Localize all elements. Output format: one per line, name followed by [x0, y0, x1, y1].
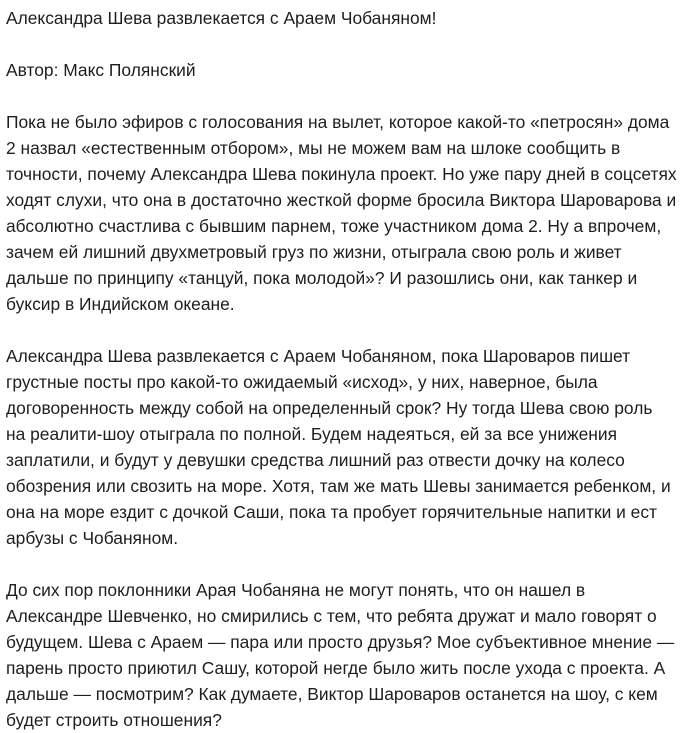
paragraph-line: парень просто приютил Сашу, которой негде было жить после ухода с проекта. А: [6, 658, 666, 678]
article-author: Автор: Макс Полянский: [6, 60, 196, 80]
paragraph-line: обозрения или свозить на море. Хотя, там же мать Шевы занимается ребенком, и: [6, 476, 671, 496]
paragraph-1: [6, 109, 691, 317]
paragraph-line: дальше — посмотрим? Как думаете, Виктор Шароваров останется на шоу, с кем: [6, 684, 658, 704]
paragraph-line: ходят слухи, что она в достаточно жесткой форме бросила Виктора Шароварова и: [6, 190, 677, 210]
paragraph-line: буксир в Индийском океане.: [6, 294, 235, 314]
paragraph-line: Александра Шева развлекается с Араем Чобаняном, пока Шароваров пишет: [6, 346, 631, 366]
paragraph-line: грустные посты про какой-то ожидаемый «исход», у них, наверное, была: [6, 372, 598, 392]
paragraph-line: будущем. Шева с Араем — пара или просто друзья? Мое субъективное мнение —: [6, 632, 675, 652]
paragraph-line: договоренность между собой на определенный срок? Ну тогда Шева свою роль: [6, 398, 653, 418]
paragraph-line: Пока не было эфиров с голосования на вылет, которое какой-то «петросян» дома: [6, 112, 670, 132]
paragraph-line: Александре Шевченко, но смирились с тем, что ребята дружат и мало говорят о: [6, 606, 657, 626]
paragraph-line: 2 назвал «естественным отбором», мы не можем вам на шлоке сообщить в: [6, 138, 621, 158]
paragraph-2: [6, 343, 691, 551]
paragraph-line: заплатили, и будут у девушки средства лишний раз отвести дочку на колесо: [6, 450, 625, 470]
paragraph-line: До сих пор поклонники Арая Чобаняна не могут понять, что он нашел в: [6, 580, 586, 600]
paragraph-3: [6, 577, 691, 733]
paragraph-line: будет строить отношения?: [6, 710, 222, 730]
paragraph-line: абсолютно счастлива с бывшим парнем, тоже участником дома 2. Ну а впрочем,: [6, 216, 662, 236]
article-title: Александра Шева развлекается с Араем Чобаняном!: [6, 8, 437, 28]
paragraph-line: арбузы с Чобаняном.: [6, 528, 179, 548]
paragraph-line: дальше по принципу «танцуй, пока молодой»? И разошлись они, как танкер и: [6, 268, 638, 288]
paragraph-line: на реалити-шоу отыграла по полной. Будем надеяться, ей за все унижения: [6, 424, 617, 444]
paragraph-line: зачем ей лишний двухметровый груз по жизни, отыграла свою роль и живет: [6, 242, 622, 262]
paragraph-line: точности, почему Александра Шева покинула проект. Но уже пару дней в соцсетях: [6, 164, 677, 184]
paragraph-line: она на море ездит с дочкой Саши, пока та пробует горячительные напитки и ест: [6, 502, 658, 522]
